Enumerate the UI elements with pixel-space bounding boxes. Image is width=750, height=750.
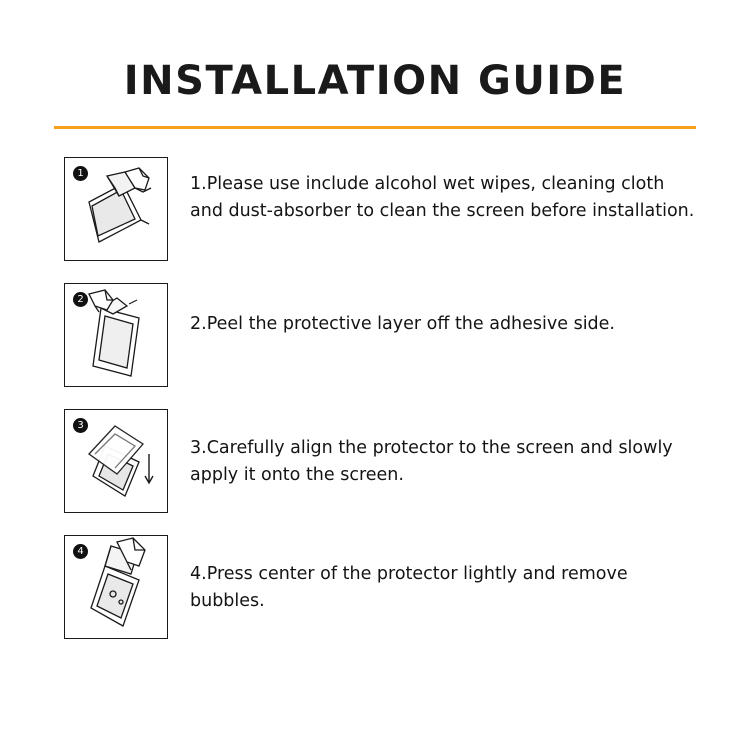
- list-item: [64, 535, 696, 639]
- step-2-illustration: [64, 283, 168, 387]
- title-divider: [54, 126, 696, 129]
- step-number-badge: 3: [73, 418, 88, 433]
- step-number-badge: 1: [73, 166, 88, 181]
- list-item: [64, 409, 696, 513]
- step-4-text: 4.Press center of the protector lightly and remove bubbles.: [190, 564, 628, 611]
- step-3-illustration: [64, 409, 168, 513]
- step-1-illustration: [64, 157, 168, 261]
- list-item: [64, 157, 696, 261]
- step-2-text: 2.Peel the protective layer off the adhesive side.: [190, 314, 615, 334]
- step-4-illustration: [64, 535, 168, 639]
- step-number-badge: 4: [73, 544, 88, 559]
- list-item: [64, 283, 696, 387]
- page-title: INSTALLATION GUIDE: [123, 58, 627, 104]
- step-3-text: 3.Carefully align the protector to the screen and slowly apply it onto the screen.: [190, 438, 673, 485]
- step-number-badge: 2: [73, 292, 88, 307]
- step-1-text: 1.Please use include alcohol wet wipes, cleaning cloth and dust-absorber to clean the screen before installation.: [190, 174, 695, 221]
- steps-list: [0, 157, 750, 639]
